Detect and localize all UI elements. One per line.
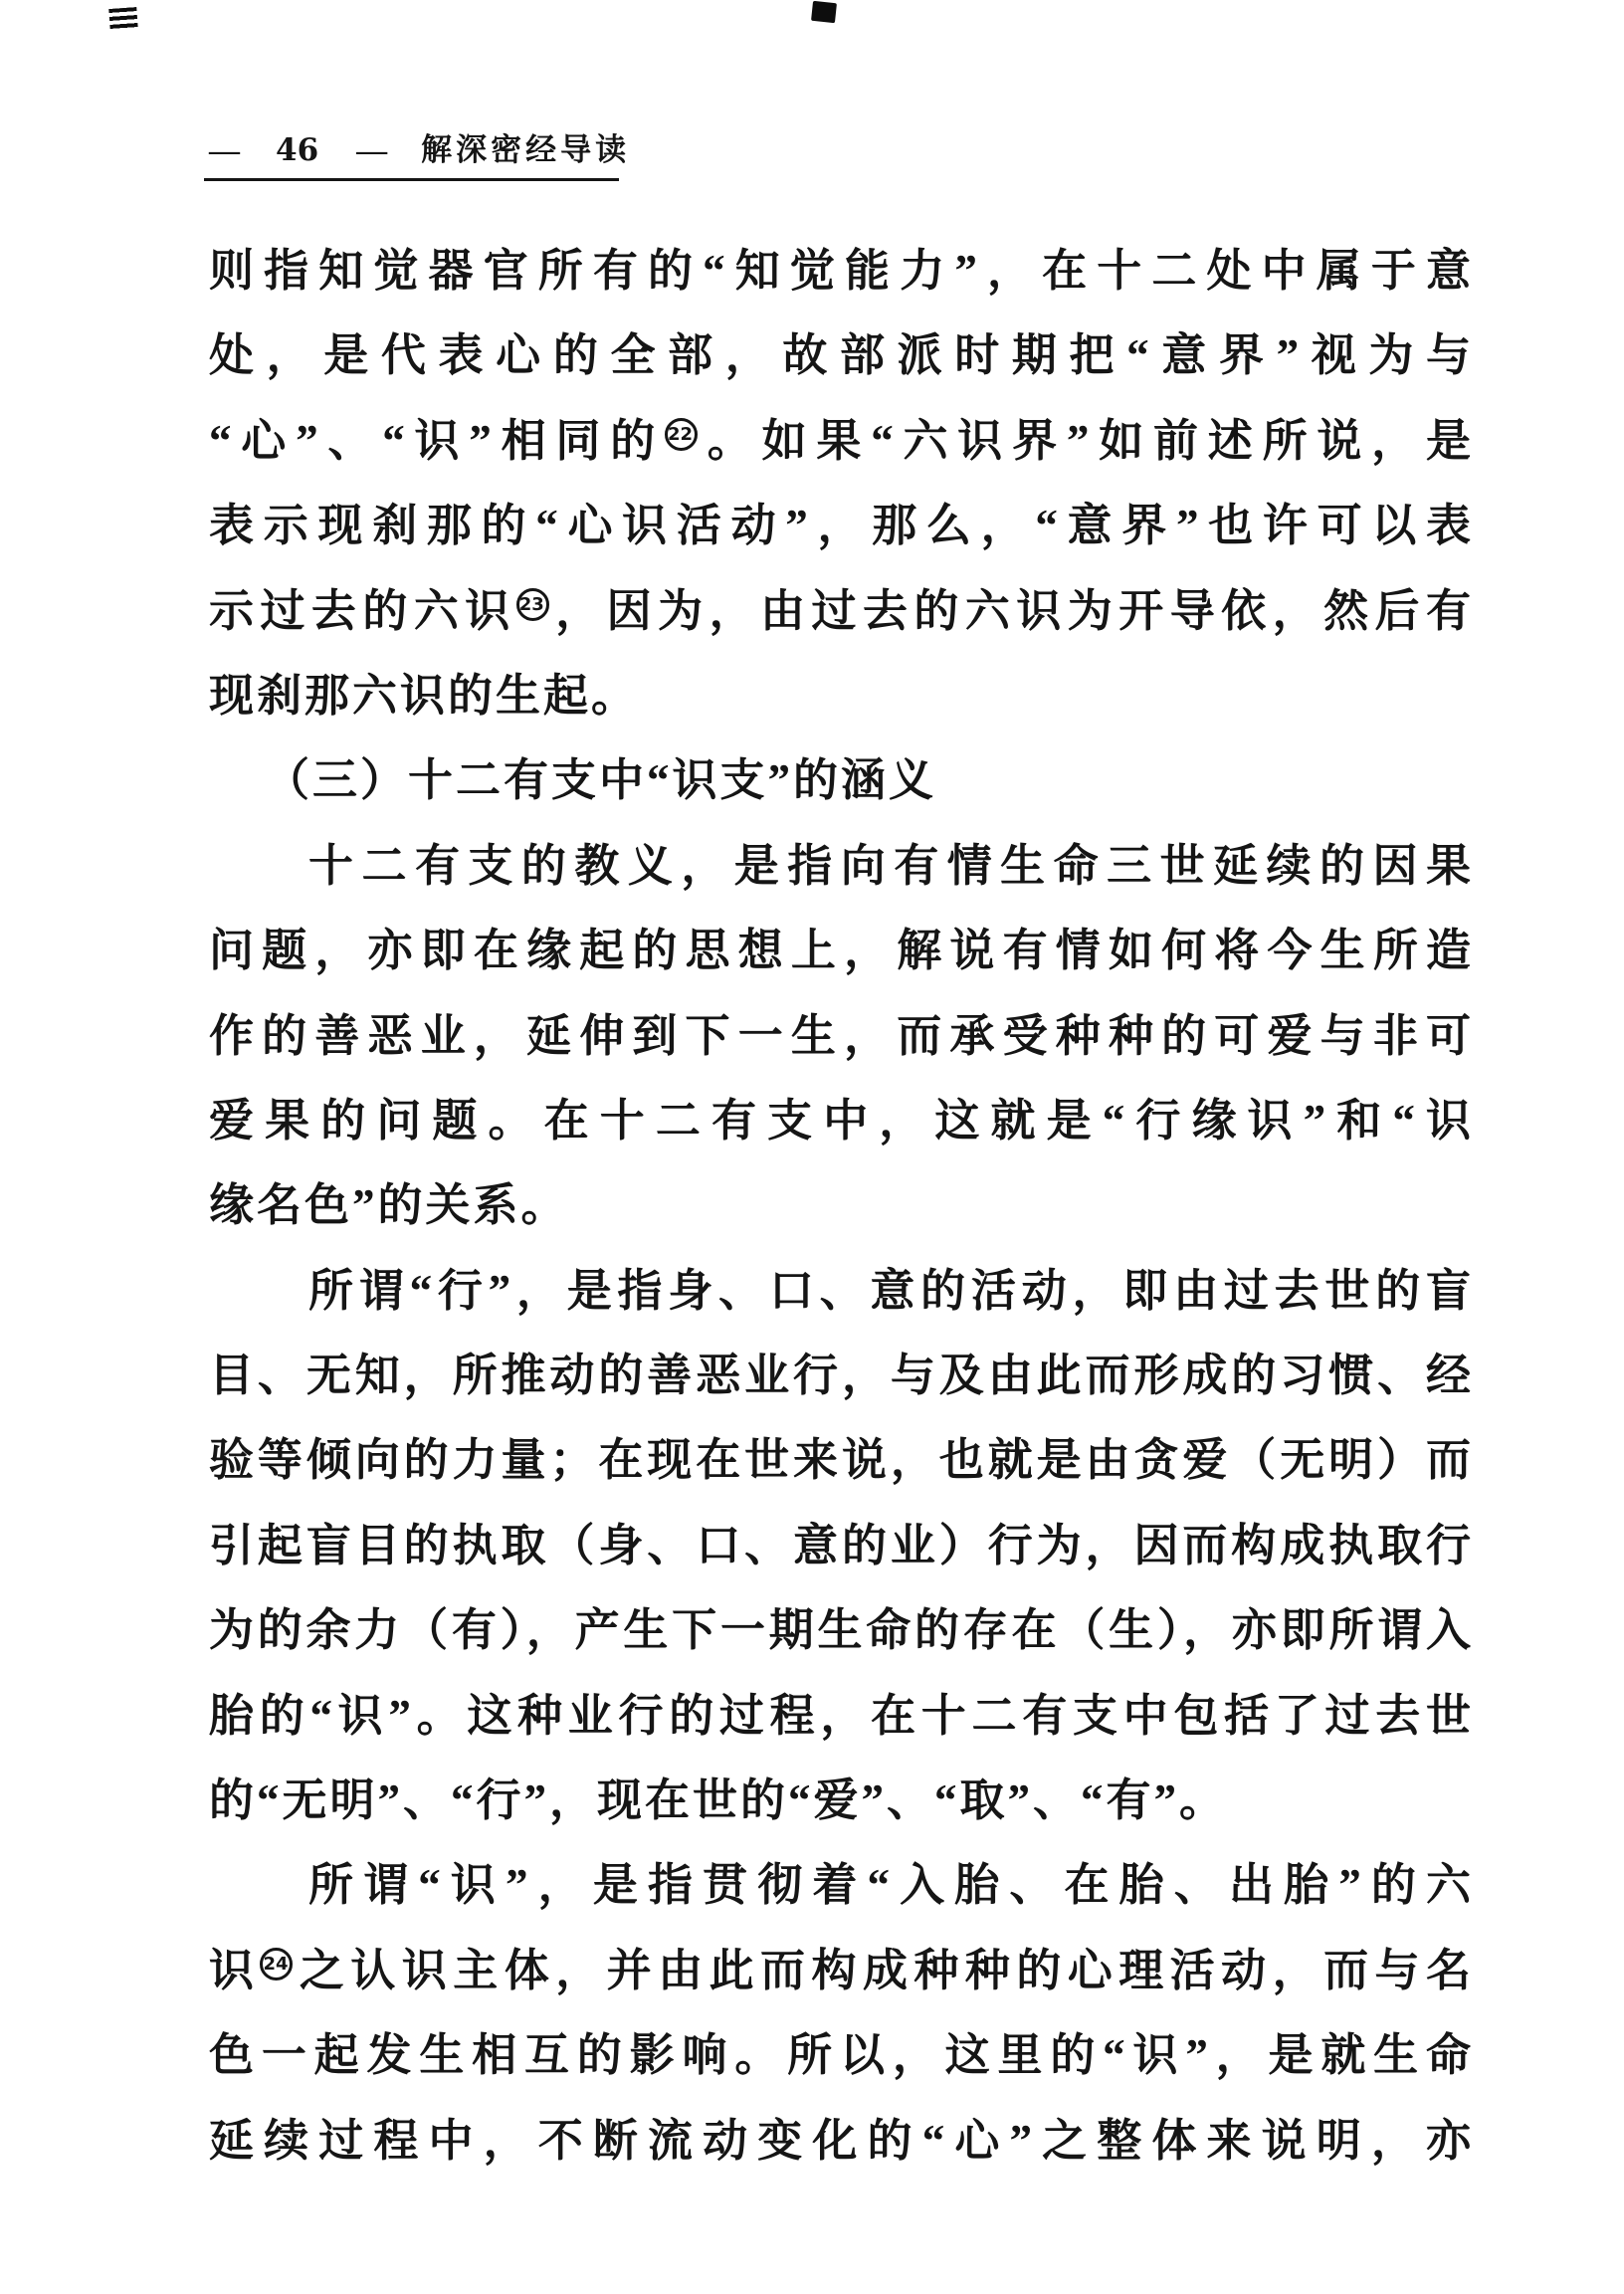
text-segment: 的“无明”、“行”，现在世的“爱”、“取”、“有”。 bbox=[209, 1775, 1228, 1826]
text-segment: 胎的“识”。这种业行的过程，在十二有支中包括了过去世 bbox=[209, 1690, 1471, 1741]
footnote-ref: 22 bbox=[665, 418, 698, 451]
text-line bbox=[209, 1588, 1471, 1673]
body-text bbox=[209, 229, 1471, 2184]
text-segment: 十二有支的教义，是指向有情生命三世延续的因果 bbox=[308, 840, 1471, 891]
text-segment: ，因为，由过去的六识为开导依，然后有 bbox=[548, 585, 1471, 636]
text-segment: “心”、“识”相同的 bbox=[209, 415, 665, 466]
text-segment: 识 bbox=[209, 1945, 261, 1995]
page-header bbox=[209, 127, 630, 173]
text-segment: 处，是代表心的全部，故部派时期把“意界”视为与 bbox=[209, 330, 1471, 381]
text-line bbox=[209, 1249, 1471, 1334]
text-segment: 现刹那六识的生起。 bbox=[209, 670, 640, 721]
text-line bbox=[209, 1504, 1471, 1588]
scan-artifact bbox=[108, 7, 137, 31]
text-segment: （三）十二有支中“识支”的涵义 bbox=[265, 755, 937, 806]
text-line bbox=[209, 994, 1471, 1079]
footnote-ref: 23 bbox=[516, 588, 549, 621]
text-line bbox=[209, 1418, 1471, 1503]
text-segment: 色一起发生相互的影响。所以，这里的“识”，是就生命 bbox=[209, 2030, 1471, 2081]
text-segment: 延续过程中，不断流动变化的“心”之整体来说明，亦 bbox=[209, 2115, 1471, 2166]
text-line bbox=[209, 1759, 1471, 1843]
page-number: 46 bbox=[276, 132, 319, 168]
text-line bbox=[209, 654, 1471, 738]
text-line bbox=[209, 1674, 1471, 1759]
text-segment: 示过去的六识 bbox=[209, 585, 516, 636]
text-line bbox=[209, 2013, 1471, 2098]
text-segment: 表示现刹那的“心识活动”，那么，“意界”也许可以表 bbox=[209, 501, 1471, 551]
book-title: 解深密经导读 bbox=[421, 132, 631, 167]
text-segment: 。如果“六识界”如前述所说，是 bbox=[698, 415, 1471, 466]
text-line bbox=[209, 313, 1471, 398]
text-line bbox=[209, 569, 1471, 654]
footnote-ref: 24 bbox=[260, 1948, 293, 1981]
text-line bbox=[209, 399, 1471, 484]
text-segment: 引起盲目的执取（身、口、意的业）行为，因而构成执取行 bbox=[209, 1520, 1471, 1570]
text-line bbox=[209, 1079, 1471, 1163]
text-segment: 则指知觉器官所有的“知觉能力”，在十二处中属于意 bbox=[209, 246, 1471, 296]
text-line bbox=[209, 1843, 1471, 1928]
text-segment: 问题，亦即在缘起的思想上，解说有情如何将今生所造 bbox=[209, 926, 1471, 976]
text-segment: 爱果的问题。在十二有支中，这就是“行缘识”和“识 bbox=[209, 1095, 1471, 1146]
scan-artifact bbox=[811, 1, 837, 23]
text-segment: 为的余力（有），产生下一期生命的存在（生），亦即所谓入 bbox=[209, 1605, 1471, 1656]
text-line bbox=[209, 824, 1471, 909]
text-segment: 所谓“识”，是指贯彻着“入胎、在胎、出胎”的六 bbox=[308, 1860, 1471, 1911]
text-line bbox=[209, 1929, 1471, 2013]
text-segment: 验等倾向的力量；在现在世来说，也就是由贪爱（无明）而 bbox=[209, 1435, 1471, 1486]
text-line bbox=[209, 484, 1471, 568]
text-line bbox=[209, 1334, 1471, 1418]
header-rule bbox=[204, 178, 619, 181]
text-segment: 缘名色”的关系。 bbox=[209, 1180, 569, 1231]
header-dash-left: — bbox=[209, 132, 240, 167]
text-line bbox=[209, 738, 1471, 823]
text-line bbox=[209, 2099, 1471, 2184]
text-segment: 所谓“行”，是指身、口、意的活动，即由过去世的盲 bbox=[308, 1265, 1471, 1316]
text-line bbox=[209, 1163, 1471, 1248]
text-line bbox=[209, 909, 1471, 993]
text-segment: 作的善恶业，延伸到下一生，而承受种种的可爱与非可 bbox=[209, 1010, 1471, 1061]
header-dash-right: — bbox=[356, 132, 388, 167]
text-segment: 目、无知，所推动的善恶业行，与及由此而形成的习惯、经 bbox=[209, 1351, 1471, 1401]
text-segment: 之认识主体，并由此而构成种种的心理活动，而与名 bbox=[293, 1945, 1471, 1995]
text-line bbox=[209, 229, 1471, 313]
